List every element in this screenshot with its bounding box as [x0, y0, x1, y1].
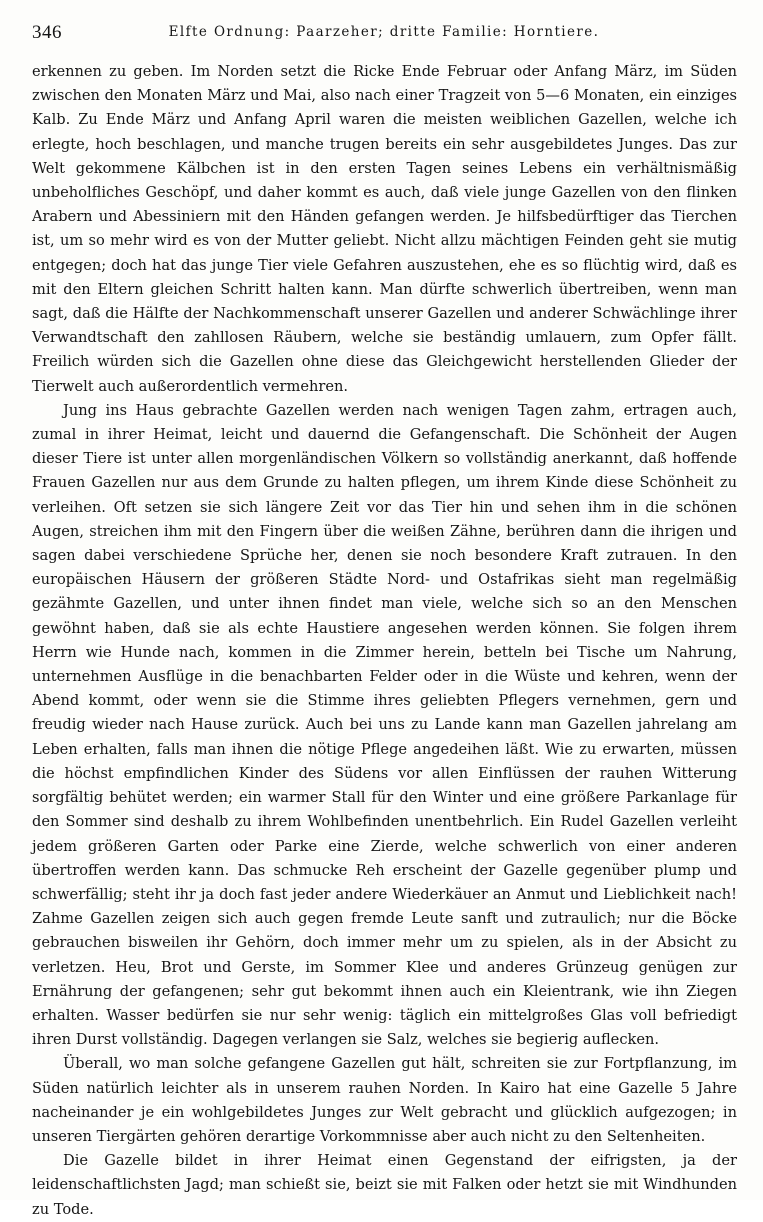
page-number: 346	[32, 22, 62, 43]
paragraph: erkennen zu geben. Im Norden setzt die Ricke Ende Februar oder Anfang März, im Süden zwischen den Monaten März und Mai, also nach einer Tragzeit von 5—6 Monaten, ein einziges Kalb. Zu Ende März und Anfang April waren die meisten weiblichen Gazellen, welche ich erlegte, hoch beschlagen, und manche trugen bereits ein sehr ausgebildetes Junges. Das zur Welt gekommene Kälbchen ist in den ersten Tagen seines Lebens ein verhältnismäßig unbeholfliches Geschöpf, und daher kommt es auch, daß viele junge Gazellen von den flinken Arabern und Abessiniern mit den Händen gefangen werden. Je hilfsbedürftiger das Tierchen ist, um so mehr wird es von der Mutter geliebt. Nicht allzu mächtigen Feinden geht sie mutig entgegen; doch hat das junge Tier viele Gefahren auszustehen, ehe es so flüchtig wird, daß es mit den Eltern gleichen Schritt halten kann. Man dürfte schwerlich übertreiben, wenn man sagt, daß die Hälfte der Nachkommenschaft unserer Gazellen und anderer Schwächlinge ihrer Verwandtschaft den zahllosen Räubern, welche sie beständig umlauern, zum Opfer fällt. Freilich würden sich die Gazellen ohne diese das Gleichgewicht herstellenden Glieder der Tierwelt auch außerordentlich vermehren.	[32, 63, 737, 395]
paragraph: Jung ins Haus gebrachte Gazellen werden nach wenigen Tagen zahm, ertragen auch, zumal in ihrer Heimat, leicht und dauernd die Gefangenschaft. Die Schönheit der Augen dieser Tiere ist unter allen morgenländischen Völkern so vollständig anerkannt, daß hoffende Frauen Gazellen nur aus dem Grunde zu halten pflegen, um ihrem Kinde diese Schönheit zu verleihen. Oft setzen sie sich längere Zeit vor das Tier hin und sehen ihm in die schönen Augen, streichen ihm mit den Fingern über die weißen Zähne, berühren dann die ihrigen und sagen dabei verschiedene Sprüche her, denen sie noch besondere Kraft zutrauen. In den europäischen Häusern der größeren Städte Nord- und Ostafrikas sieht man regelmäßig gezähmte Gazellen, und unter ihnen findet man viele, welche sich so an den Menschen gewöhnt haben, daß sie als echte Haustiere angesehen werden können. Sie folgen ihrem Herrn wie Hunde nach, kommen in die Zimmer herein, betteln bei Tische um Nahrung, unternehmen Ausflüge in die benachbarten Felder oder in die Wüste und kehren, wenn der Abend kommt, oder wenn sie die Stimme ihres geliebten Pflegers vernehmen, gern und freudig wieder nach Hause zurück. Auch bei uns zu Lande kann man Gazellen jahrelang am Leben erhalten, falls man ihnen die nötige Pflege angedeihen läßt. Wie zu erwarten, müssen die höchst empfindlichen Kinder des Südens vor allen Einflüssen der rauhen Witterung sorgfältig behütet werden; ein warmer Stall für den Winter und eine größere Parkanlage für den Sommer sind deshalb zu ihrem Wohlbefinden unentbehrlich. Ein Rudel Gazellen verleiht jedem größeren Garten oder Parke eine Zierde, welche schwerlich von einer anderen übertroffen werden kann. Das schmucke Reh erscheint der Gazelle gegenüber plump und schwerfällig; steht ihr ja doch fast jeder andere Wiederkäuer an Anmut und Lieblichkeit nach! Zahme Gazellen zeigen sich auch gegen fremde Leute sanft und zutraulich; nur die Böcke gebrauchen bisweilen ihr Gehörn, doch immer mehr um zu spielen, als in der Absicht zu verletzen. Heu, Brot und Gerste, im Sommer Klee und anderes Grünzeug genügen zur Ernährung der gefangenen; sehr gut bekommt ihnen auch ein Kleientrank, wie ihn Ziegen erhalten. Wasser bedürfen sie nur sehr wenig: täglich ein mittelgroßes Glas voll befriedigt ihren Durst vollständig. Dagegen verlangen sie Salz, welches sie begierig auflecken.	[32, 401, 737, 1049]
page-header	[32, 22, 736, 46]
paragraph: Die Gazelle bildet in ihrer Heimat einen Gegenstand der eifrigsten, ja der leidenschaftlichsten Jagd; man schießt sie, beizt sie mit Falken oder hetzt sie mit Windhunden zu Tode.	[32, 1152, 737, 1218]
running-title: Elfte Ordnung: Paarzeher; dritte Familie: Horntiere.	[168, 24, 600, 40]
body-text	[32, 60, 737, 1222]
paragraph: Überall, wo man solche gefangene Gazellen gut hält, schreiten sie zur Fortpflanzung, im Süden natürlich leichter als in unserem rauhen Norden. In Kairo hat eine Gazelle 5 Jahre nacheinander je ein wohlgebildetes Junges zur Welt gebracht und glücklich aufgezogen; in unseren Tiergärten gehören derartige Vorkommnisse aber auch nicht zu den Seltenheiten.	[32, 1055, 737, 1145]
